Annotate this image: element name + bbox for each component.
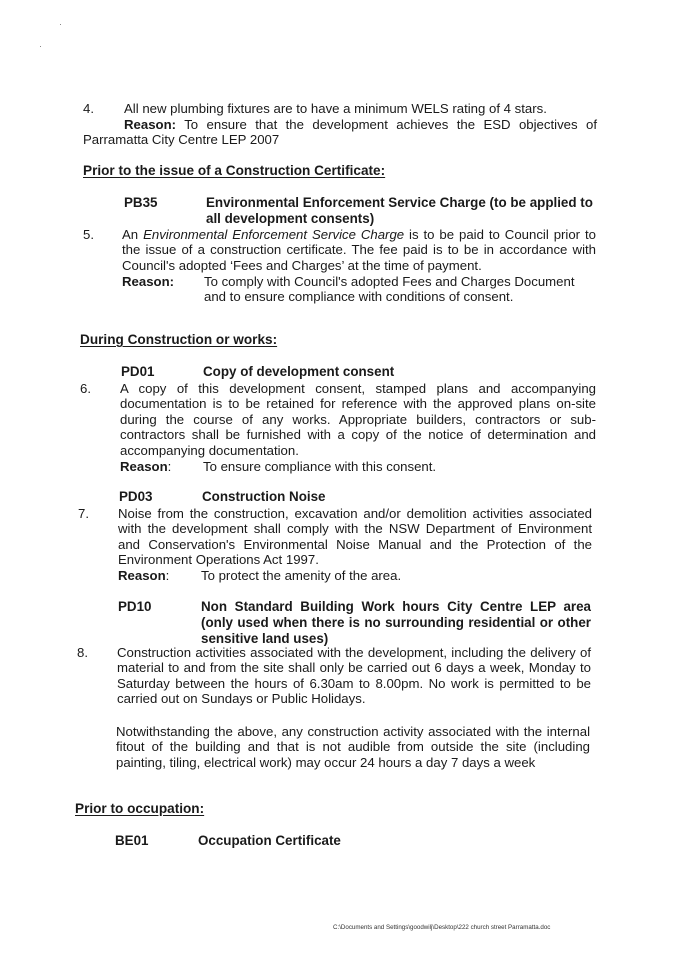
scan-speck — [40, 46, 41, 47]
condition-number: 7. — [78, 506, 89, 521]
condition-number: 6. — [80, 381, 91, 396]
scan-speck — [60, 24, 61, 25]
condition-code: PD01 — [121, 364, 155, 379]
section-heading: Prior to the issue of a Construction Certificate: — [83, 163, 386, 178]
reason-colon: : — [167, 459, 172, 474]
reason-label: Reason: — [124, 117, 177, 132]
condition-number: 8. — [77, 645, 88, 660]
body-text: An — [122, 227, 144, 242]
footer-file-path: C:\Documents and Settings\goodwilj\Desktop\222 church street Parramatta.doc — [333, 924, 551, 931]
condition-reason — [83, 117, 597, 148]
condition-number: 4. — [83, 101, 94, 116]
condition-code: PB35 — [124, 195, 158, 210]
reason-text: To comply with Council's adopted Fees and Charges Document and to ensure compliance with conditions of consent. — [204, 274, 575, 305]
condition-body: A copy of this development consent, stamped plans and accompanying documentation is to be retained for reference with the approved plans on-site during the course of any works. Appropriate builders, contractors or sub-contractors shall be furnished with a copy of the notice of determination and accompanying documentation. — [120, 381, 596, 458]
condition-body: All new plumbing fixtures are to have a minimum WELS rating of 4 stars. — [124, 101, 547, 116]
reason-label — [120, 459, 171, 474]
body-italic-text: Environmental Enforcement Service Charge — [143, 227, 405, 242]
condition-title: Environmental Enforcement Service Charge (to be applied to all development consents) — [206, 195, 593, 226]
condition-title: Construction Noise — [202, 489, 326, 504]
section-heading: During Construction or works: — [80, 332, 278, 347]
reason-label-text: Reason — [118, 568, 166, 583]
body-text: is to be paid to Council prior to the issue of a construction certificate. The fee paid is to be in accordance with Council's adopted ‘Fees and Charges’ at the time of payment. — [122, 227, 597, 273]
condition-body: Construction activities associated with the development, including the delivery of material to and from the site shall only be carried out 6 days a week, Monday to Saturday between the hours of 6.30am to 8.00pm. No work is permitted to be carried out on Sundays or Public Holidays. — [117, 645, 591, 707]
condition-body — [122, 227, 596, 273]
reason-label — [118, 568, 169, 583]
condition-code: PD10 — [118, 599, 152, 614]
reason-text: To ensure that the development achieves the ESD objectives of Parramatta City Centre LEP 2007 — [83, 117, 598, 148]
condition-title: Non Standard Building Work hours City Centre LEP area (only used when there is no surrounding residential or other sensitive land uses) — [201, 599, 591, 646]
condition-title: Copy of development consent — [203, 364, 395, 379]
condition-body: Noise from the construction, excavation and/or demolition activities associated with the development shall comply with the NSW Department of Environment and Conservation's Environmental Noise Manual and the Protection of the Environment Operations Act 1997. — [118, 506, 592, 568]
condition-body-continued: Notwithstanding the above, any construction activity associated with the internal fitout of the building and that is not audible from outside the site (including painting, tiling, electrical work) may occur 24 hours a day 7 days a week — [116, 724, 590, 770]
reason-text: To protect the amenity of the area. — [201, 568, 402, 583]
section-heading: Prior to occupation: — [75, 801, 205, 816]
reason-text: To ensure compliance with this consent. — [203, 459, 437, 474]
reason-label-text: Reason — [120, 459, 168, 474]
condition-code: BE01 — [115, 833, 149, 848]
reason-colon: : — [165, 568, 170, 583]
condition-number: 5. — [83, 227, 94, 242]
reason-label: Reason: — [122, 274, 175, 289]
condition-code: PD03 — [119, 489, 153, 504]
condition-title: Occupation Certificate — [198, 833, 341, 848]
